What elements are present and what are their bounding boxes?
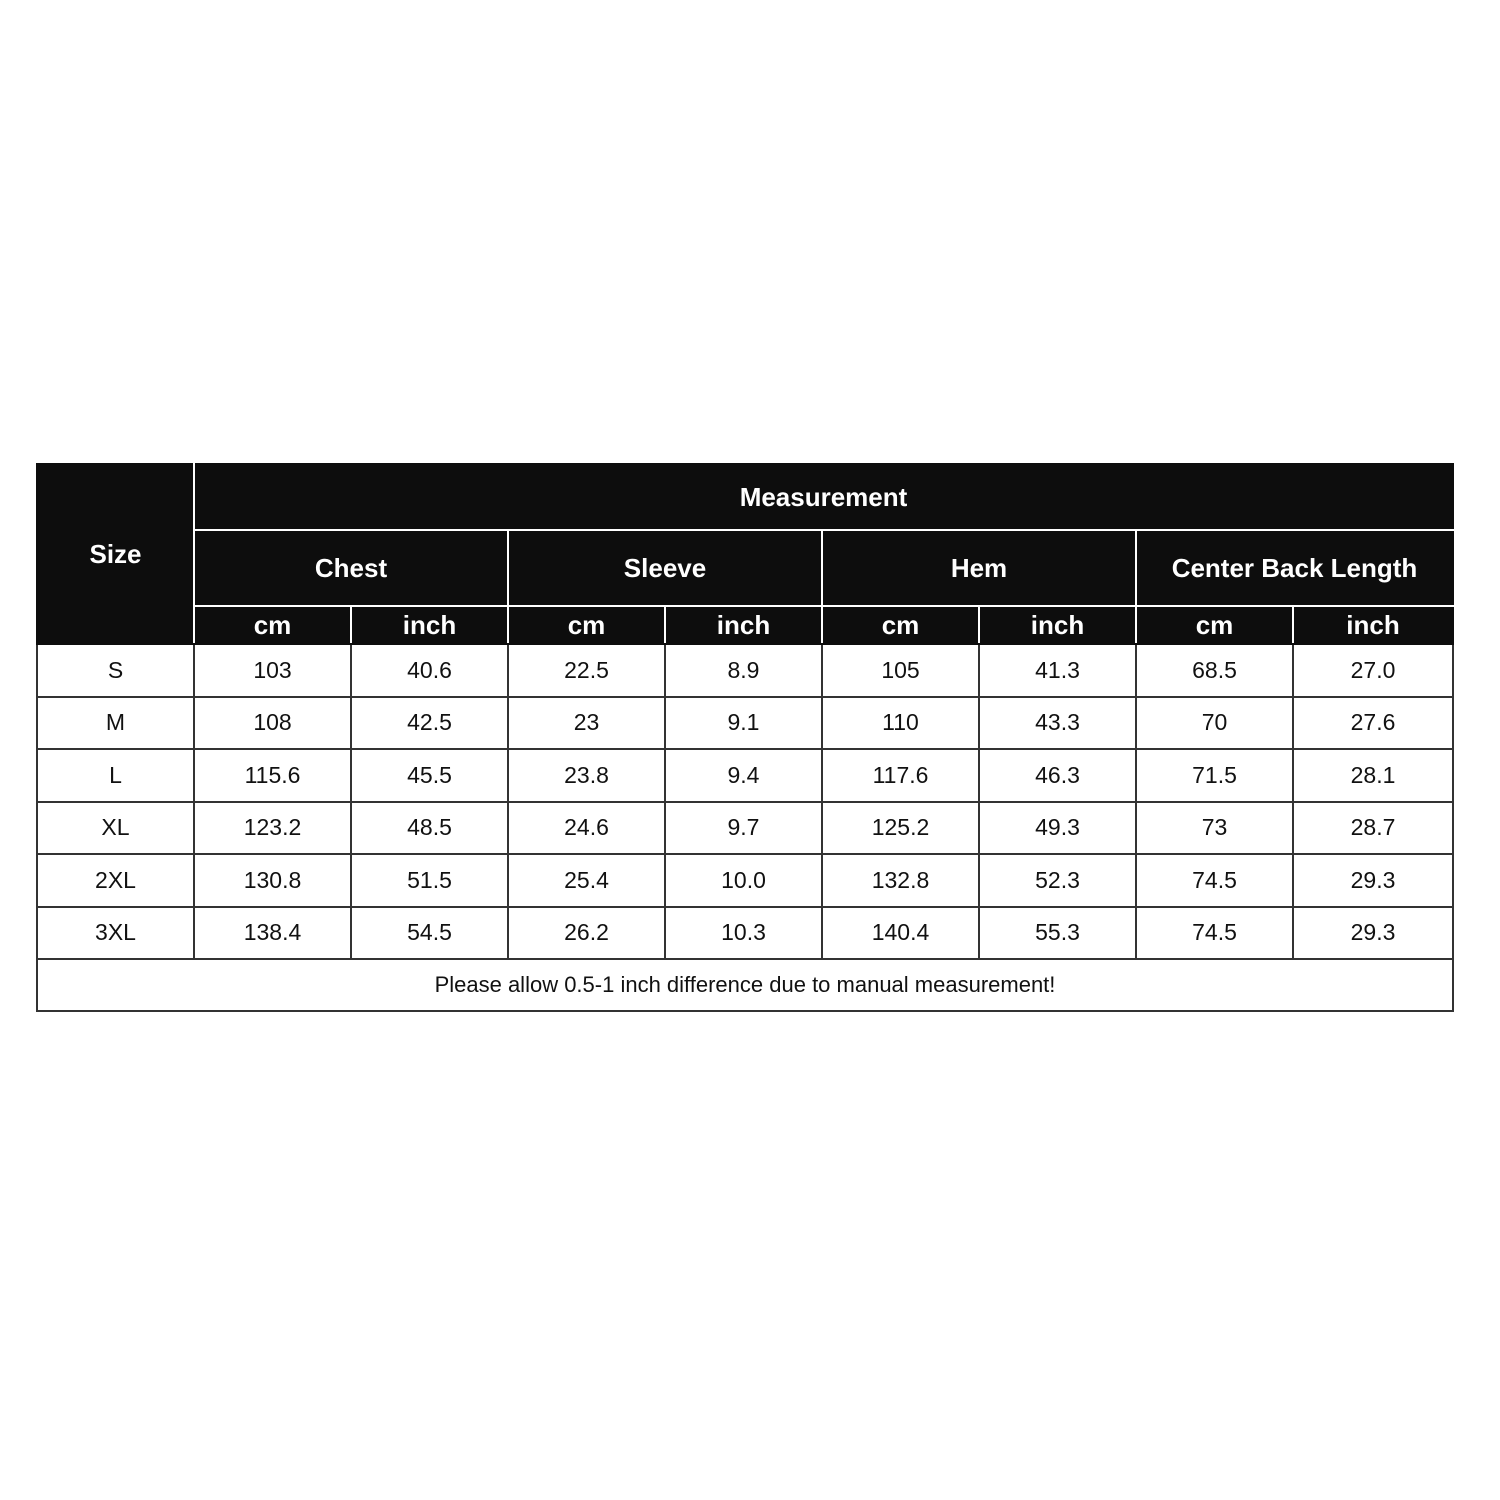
unit-header: cm <box>1136 606 1293 644</box>
group-header-center-back-length: Center Back Length <box>1136 530 1453 606</box>
value-cell: 110 <box>822 697 979 750</box>
unit-header: inch <box>351 606 508 644</box>
unit-header: inch <box>979 606 1136 644</box>
value-cell: 43.3 <box>979 697 1136 750</box>
value-cell: 105 <box>822 644 979 697</box>
value-cell: 54.5 <box>351 907 508 960</box>
value-cell: 23 <box>508 697 665 750</box>
value-cell: 23.8 <box>508 749 665 802</box>
unit-header: inch <box>665 606 822 644</box>
value-cell: 27.6 <box>1293 697 1453 750</box>
value-cell: 9.1 <box>665 697 822 750</box>
size-chart-table <box>36 463 1454 1012</box>
table-row <box>37 697 1453 750</box>
value-cell: 125.2 <box>822 802 979 855</box>
size-cell: XL <box>37 802 194 855</box>
value-cell: 74.5 <box>1136 907 1293 960</box>
table-row <box>37 907 1453 960</box>
size-header: Size <box>37 464 194 644</box>
size-cell: L <box>37 749 194 802</box>
value-cell: 22.5 <box>508 644 665 697</box>
unit-header: cm <box>822 606 979 644</box>
value-cell: 48.5 <box>351 802 508 855</box>
group-header-chest: Chest <box>194 530 508 606</box>
value-cell: 46.3 <box>979 749 1136 802</box>
group-header-sleeve: Sleeve <box>508 530 822 606</box>
measurement-note: Please allow 0.5-1 inch difference due to manual measurement! <box>37 959 1453 1011</box>
value-cell: 42.5 <box>351 697 508 750</box>
value-cell: 123.2 <box>194 802 351 855</box>
value-cell: 41.3 <box>979 644 1136 697</box>
value-cell: 68.5 <box>1136 644 1293 697</box>
value-cell: 71.5 <box>1136 749 1293 802</box>
value-cell: 74.5 <box>1136 854 1293 907</box>
value-cell: 10.0 <box>665 854 822 907</box>
value-cell: 115.6 <box>194 749 351 802</box>
table-row <box>37 749 1453 802</box>
value-cell: 73 <box>1136 802 1293 855</box>
value-cell: 28.7 <box>1293 802 1453 855</box>
table-row <box>37 644 1453 697</box>
size-cell: 3XL <box>37 907 194 960</box>
measurement-header: Measurement <box>194 464 1453 530</box>
value-cell: 29.3 <box>1293 854 1453 907</box>
value-cell: 108 <box>194 697 351 750</box>
value-cell: 132.8 <box>822 854 979 907</box>
note-row <box>37 959 1453 1011</box>
size-cell: 2XL <box>37 854 194 907</box>
value-cell: 9.4 <box>665 749 822 802</box>
table-row <box>37 854 1453 907</box>
value-cell: 117.6 <box>822 749 979 802</box>
value-cell: 8.9 <box>665 644 822 697</box>
value-cell: 26.2 <box>508 907 665 960</box>
value-cell: 10.3 <box>665 907 822 960</box>
value-cell: 103 <box>194 644 351 697</box>
value-cell: 51.5 <box>351 854 508 907</box>
group-header-hem: Hem <box>822 530 1136 606</box>
size-cell: M <box>37 697 194 750</box>
value-cell: 52.3 <box>979 854 1136 907</box>
table-row <box>37 802 1453 855</box>
size-cell: S <box>37 644 194 697</box>
value-cell: 130.8 <box>194 854 351 907</box>
value-cell: 70 <box>1136 697 1293 750</box>
value-cell: 49.3 <box>979 802 1136 855</box>
value-cell: 55.3 <box>979 907 1136 960</box>
unit-header: cm <box>194 606 351 644</box>
unit-header: inch <box>1293 606 1453 644</box>
value-cell: 27.0 <box>1293 644 1453 697</box>
value-cell: 140.4 <box>822 907 979 960</box>
value-cell: 29.3 <box>1293 907 1453 960</box>
unit-header: cm <box>508 606 665 644</box>
value-cell: 9.7 <box>665 802 822 855</box>
value-cell: 40.6 <box>351 644 508 697</box>
value-cell: 45.5 <box>351 749 508 802</box>
value-cell: 138.4 <box>194 907 351 960</box>
value-cell: 25.4 <box>508 854 665 907</box>
value-cell: 28.1 <box>1293 749 1453 802</box>
value-cell: 24.6 <box>508 802 665 855</box>
